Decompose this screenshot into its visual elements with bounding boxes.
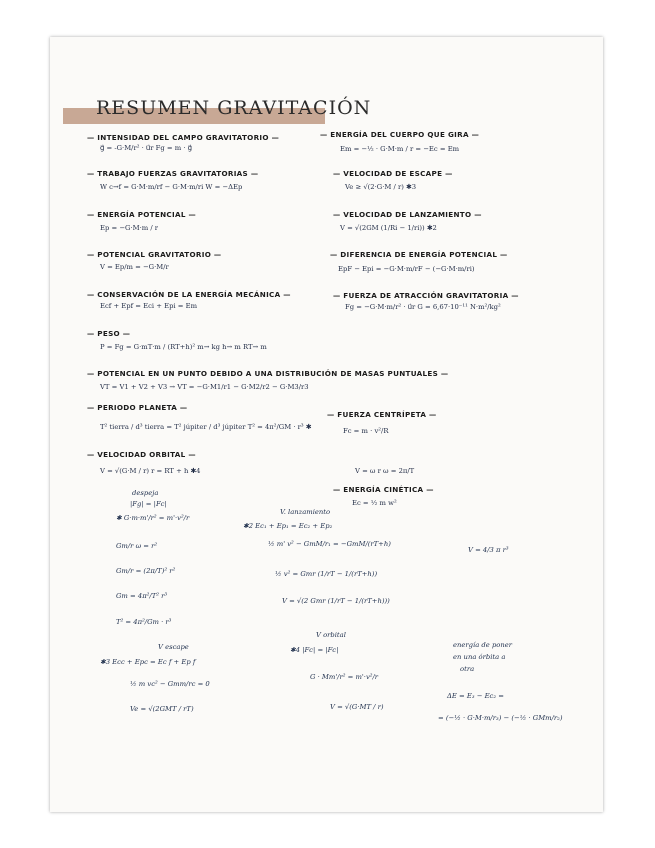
note-mid-2: ✱2 Ec₁ + Ep₁ = Ec₂ + Ep₂ xyxy=(243,522,333,530)
note-left-8: V escape xyxy=(158,643,189,651)
heading-energia-cuerpo: — ENERGÍA DEL CUERPO QUE GIRA — xyxy=(320,130,480,139)
heading-conservacion: — CONSERVACIÓN DE LA ENERGÍA MECÁNICA — xyxy=(87,290,291,299)
formula-potencial-punto: VT = V1 + V2 + V3 → VT = −G·M1/r1 − G·M2/r2 − G·M3/r3 xyxy=(100,383,309,391)
note-left-4: Gm/r ω = r² xyxy=(116,542,158,550)
heading-velocidad-orbital: — VELOCIDAD ORBITAL — xyxy=(87,450,196,459)
note-left-2: |Fg| = |Fc| xyxy=(130,500,167,508)
note-mid-3: ½ m' v² − GmM/r₁ = −GmM/(rT+h) xyxy=(268,540,391,548)
formula-centripeta: Fc = m · v²/R xyxy=(343,427,389,435)
note-mid-9: V = √(G·MT / r) xyxy=(330,703,384,711)
note-left-5: Gm/r = (2π/T)² r² xyxy=(116,567,176,575)
heading-potencial-punto: — POTENCIAL EN UN PUNTO DEBIDO A UNA DISTRIBUCIÓN DE MASAS PUNTUALES — xyxy=(87,369,449,378)
note-mid-6: V orbital xyxy=(316,631,346,639)
heading-intensidad: — INTENSIDAD DEL CAMPO GRAVITATORIO — xyxy=(87,133,280,142)
note-right-2: energía de poner xyxy=(453,641,513,649)
formula-diferencia: EpF − Epi = −G·M·m/rF − (−G·M·m/ri) xyxy=(338,265,475,273)
note-mid-8: G · Mm'/r² = m'·v²/r xyxy=(310,673,379,681)
note-left-3: ✱ G·m·m'/r² = m'·v²/r xyxy=(116,514,190,522)
note-left-1: despeja xyxy=(132,489,159,497)
formula-lanzamiento: V = √(2GM (1/Ri − 1/ri)) ✱2 xyxy=(340,224,437,232)
formula-peso: P = Fg = G·mT·m / (RT+h)² m→ kg h→ m RT→ m xyxy=(100,343,267,351)
formula-escape: Ve ≥ √(2·G·M / r) ✱3 xyxy=(345,183,417,191)
formula-vwr: V = ω r ω = 2π/T xyxy=(355,467,415,475)
formula-fuerza-atraccion: Fg = −G·M·m/r² · u⃗r G = 6,67·10⁻¹¹ N·m²/kg² xyxy=(345,303,501,311)
formula-energia-potencial: Ep = −G·M·m / r xyxy=(100,224,159,232)
note-mid-1: V. lanzamiento xyxy=(280,508,331,516)
heading-escape: — VELOCIDAD DE ESCAPE — xyxy=(333,169,453,178)
heading-trabajo: — TRABAJO FUERZAS GRAVITATORIAS — xyxy=(87,169,259,178)
note-mid-5: V = √(2 Gmr (1/rT − 1/(rT+h))) xyxy=(282,597,390,605)
note-left-10: ½ m vc² − Gmm/rc = 0 xyxy=(130,680,210,688)
formula-energia-cinetica: Ec = ½ m w² xyxy=(352,499,397,507)
note-right-4: otra xyxy=(460,665,475,673)
formula-conservacion: Ecf + Epf = Eci + Epi = Em xyxy=(100,302,198,310)
note-left-9: ✱3 Ecc + Epc = Ec f + Ep f xyxy=(100,658,196,666)
page-title: RESUMEN GRAVITACIÓN xyxy=(96,97,372,119)
note-right-1: V = 4/3 π r³ xyxy=(468,546,509,554)
formula-velocidad-orbital: V = √(G·M / r) r = RT + h ✱4 xyxy=(100,467,201,475)
note-left-11: Ve = √(2GMT / rT) xyxy=(130,705,194,713)
heading-energia-cinetica: — ENERGÍA CINÉTICA — xyxy=(333,485,434,494)
note-right-3: en una órbita a xyxy=(453,653,506,661)
note-left-6: Gm = 4π²/T² r³ xyxy=(116,592,168,600)
notes-sheet xyxy=(50,37,603,812)
heading-periodo: — PERIODO PLANETA — xyxy=(87,403,188,412)
formula-periodo: T² tierra / d³ tierra = T² júpiter / d³ júpiter T² = 4π²/GM · r³ ✱ xyxy=(100,423,312,431)
formula-trabajo: W c→f = G·M·m/rf − G·M·m/ri W = −ΔEp xyxy=(100,183,243,191)
heading-lanzamiento: — VELOCIDAD DE LANZAMIENTO — xyxy=(333,210,482,219)
heading-fuerza-atraccion: — FUERZA DE ATRACCIÓN GRAVITATORIA — xyxy=(333,291,519,300)
formula-energia-cuerpo: Em = −½ · G·M·m / r = −Ec = Em xyxy=(340,145,460,153)
note-right-5: ΔE = E₃ − Ec₂ = xyxy=(447,692,504,700)
note-left-7: T² = 4π²/Gm · r³ xyxy=(116,618,172,626)
heading-energia-potencial: — ENERGÍA POTENCIAL — xyxy=(87,210,196,219)
heading-peso: — PESO — xyxy=(87,329,131,338)
note-mid-7: ✱4 |Fc| = |Fc| xyxy=(290,646,339,654)
formula-intensidad: g⃗ = -G·M/r² · u⃗r Fg = m · g⃗ xyxy=(100,144,192,152)
note-mid-4: ½ v² = Gmr (1/rT − 1/(rT+h)) xyxy=(275,570,378,578)
formula-potencial: V = Ep/m = −G·M/r xyxy=(100,263,169,271)
heading-potencial: — POTENCIAL GRAVITATORIO — xyxy=(87,250,222,259)
heading-centripeta: — FUERZA CENTRÍPETA — xyxy=(327,410,437,419)
note-right-6: = (−½ · G·M·m/r₃) − (−½ · GMm/r₂) xyxy=(438,714,563,722)
heading-diferencia: — DIFERENCIA DE ENERGÍA POTENCIAL — xyxy=(330,250,508,259)
